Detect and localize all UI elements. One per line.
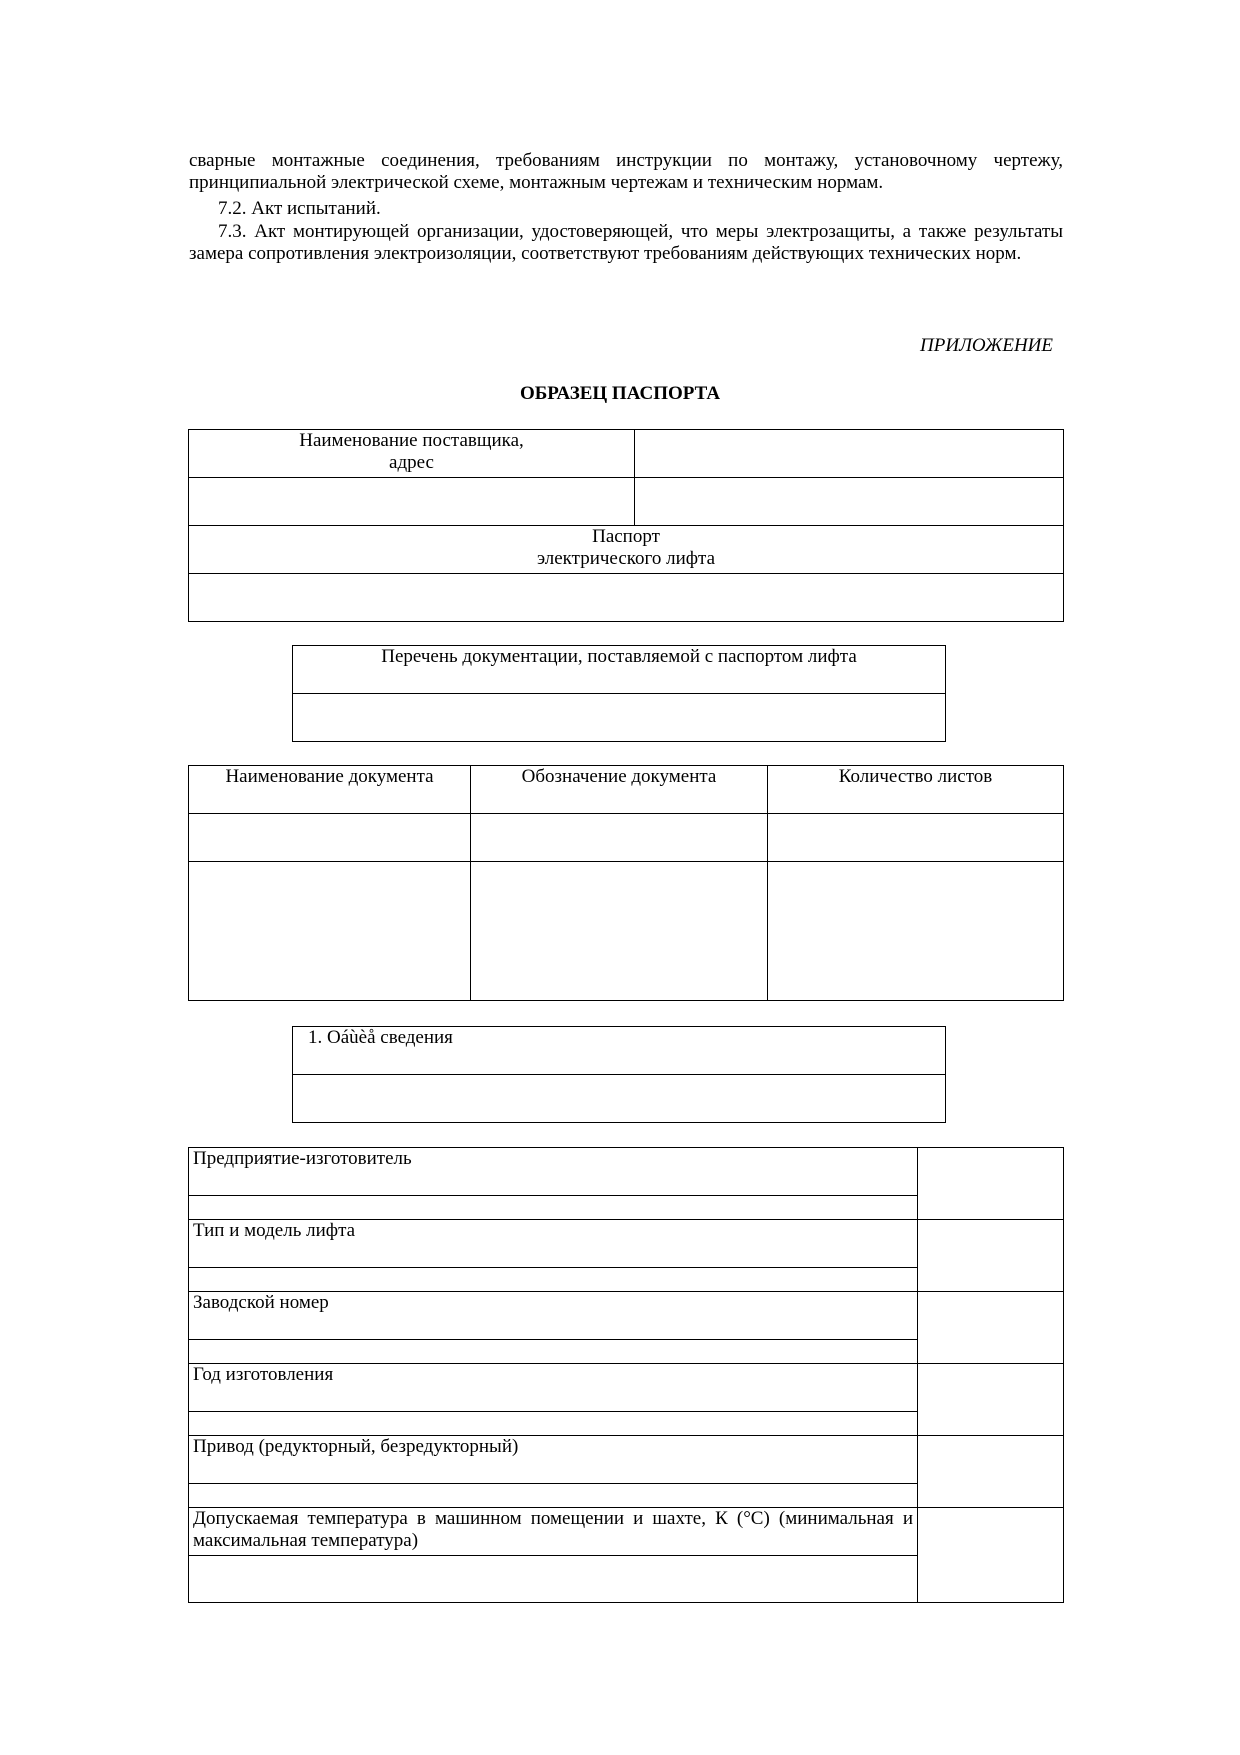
spec-value-cell xyxy=(918,1148,1064,1220)
table-row xyxy=(189,526,1064,574)
empty-cell xyxy=(189,574,1064,622)
supplier-table xyxy=(188,429,1064,622)
empty-cell xyxy=(189,1268,918,1292)
spec-serial-number: Заводской номер xyxy=(189,1292,918,1340)
empty-cell xyxy=(471,862,768,1001)
empty-cell xyxy=(189,478,635,526)
empty-cell xyxy=(768,862,1064,1001)
table-row xyxy=(189,862,1064,1001)
passport-label-line1: Паспорт xyxy=(592,526,660,547)
spec-manufacturer: Предприятие-изготовитель xyxy=(189,1148,918,1196)
general-info-table xyxy=(292,1026,946,1123)
spec-value-cell xyxy=(918,1508,1064,1603)
general-section-title: 1. Oáùèå сведения xyxy=(293,1027,946,1075)
specs-table xyxy=(188,1147,1064,1603)
table-row xyxy=(293,694,946,742)
passport-label-line2: электрического лифта xyxy=(536,548,716,569)
passport-cell xyxy=(189,526,1064,574)
spec-lift-type: Тип и модель лифта xyxy=(189,1220,918,1268)
table-row xyxy=(189,1220,1064,1268)
empty-cell xyxy=(293,694,946,742)
table-row xyxy=(189,1364,1064,1412)
empty-cell xyxy=(189,814,471,862)
spec-value-cell xyxy=(918,1364,1064,1436)
table-row xyxy=(189,1436,1064,1484)
table-row xyxy=(189,430,1064,478)
header-sheet-count: Количество листов xyxy=(768,766,1064,814)
documents-table xyxy=(188,765,1064,1001)
spec-temperature: Допускаемая температура в машинном помещении и шахте, К (°С) (минимальная и максимальная температура) xyxy=(189,1508,918,1556)
appendix-label: ПРИЛОЖЕНИЕ xyxy=(920,335,1053,356)
header-doc-name: Наименование документа xyxy=(189,766,471,814)
spec-value-cell xyxy=(918,1220,1064,1292)
table-header-row xyxy=(189,766,1064,814)
empty-cell xyxy=(189,862,471,1001)
supplier-cell xyxy=(189,430,635,478)
empty-cell xyxy=(471,814,768,862)
empty-cell xyxy=(768,814,1064,862)
table-row xyxy=(189,478,1064,526)
empty-cell xyxy=(635,478,1064,526)
supplier-label-line1: Наименование поставщика, xyxy=(299,430,524,451)
table-row xyxy=(293,1075,946,1123)
item-7-2: 7.2. Акт испытаний. xyxy=(218,198,381,219)
empty-cell xyxy=(189,1340,918,1364)
table-row xyxy=(189,1148,1064,1196)
empty-cell xyxy=(189,1556,918,1603)
table-row xyxy=(293,646,946,694)
doc-list-title: Перечень документации, поставляемой с паспортом лифта xyxy=(293,646,946,694)
table-row xyxy=(293,1027,946,1075)
intro-paragraph: сварные монтажные соединения, требованиям инструкции по монтажу, установочному чертежу, принципиальной электрической схеме, монтажным чертежам и техническим нормам. xyxy=(189,150,1063,193)
empty-cell xyxy=(293,1075,946,1123)
empty-cell xyxy=(189,1484,918,1508)
spec-manufacture-year: Год изготовления xyxy=(189,1364,918,1412)
table-row xyxy=(189,1508,1064,1556)
table-row xyxy=(189,574,1064,622)
empty-cell xyxy=(189,1412,918,1436)
header-doc-designation: Обозначение документа xyxy=(471,766,768,814)
spec-value-cell xyxy=(918,1436,1064,1508)
supplier-value-cell xyxy=(635,430,1064,478)
table-row xyxy=(189,1292,1064,1340)
spec-drive-type: Привод (редукторный, безредукторный) xyxy=(189,1436,918,1484)
supplier-label-line2: адрес xyxy=(389,452,434,473)
empty-cell xyxy=(189,1196,918,1220)
item-7-3: 7.3. Акт монтирующей организации, удостоверяющей, что меры электрозащиты, а также результаты замера сопротивления электроизоляции, соответствуют требованиям действующих технических норм. xyxy=(189,221,1063,264)
sample-title: ОБРАЗЕЦ ПАСПОРТА xyxy=(519,383,721,404)
table-row xyxy=(189,814,1064,862)
doc-list-table xyxy=(292,645,946,742)
spec-value-cell xyxy=(918,1292,1064,1364)
